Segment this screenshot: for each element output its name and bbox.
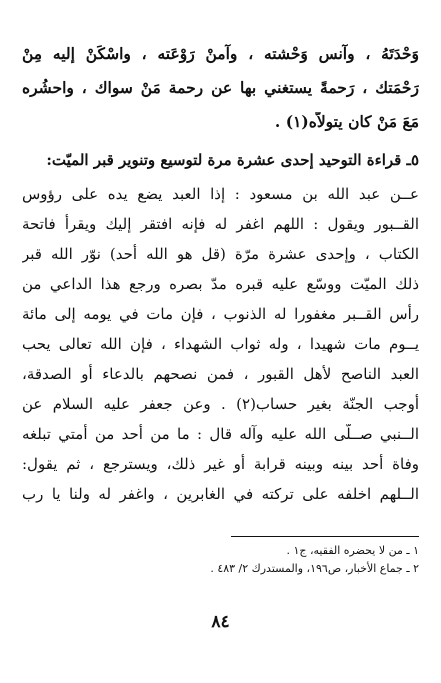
body-line-6: يــوم مات شهيدا ، وله ثواب الشهداء ، فإن الله تعالى يحب (22, 335, 419, 353)
section-heading: ٥ـ قراءة التوحيد إحدى عشرة مرة لتوسيع وتنوير قبر الميّت: (46, 151, 419, 169)
body-line-5: رأس القــبر مغفورا له الذنوب ، فإن مات في يومه إلى مائة (22, 305, 419, 323)
footnote-divider (231, 536, 419, 537)
footnote-1: ١ ـ من لا يحضره الفقيه، ج١ . (286, 544, 419, 557)
body-line-7: العبد الناصح لأهل القبور ، فمن نصحهم بالدعاء أو الصدقة، (22, 365, 419, 383)
body-line-2: القــبور ويقول : اللهم اغفر له فإنه افتقر إليك ويقرأ فاتحة (22, 215, 419, 233)
body-line-3: الكتاب ، وإحدى عشرة مرّة (قل هو الله أحد) نوّر الله قبر (22, 245, 419, 263)
intro-line-2: رَحْمَتك ، رَحمةً يستغني بها عن رحمة مَنْ سواك ، واحشُره (22, 78, 419, 97)
intro-line-1: وَحْدَتَهُ ، وآنس وَحْشته ، وآمنْ رَوْعَته ، واسْكَنْ إليه مِنْ (22, 44, 419, 63)
body-line-8: أوجب الجنّة بغير حساب(٢) . وعن جعفر عليه السلام عن (22, 395, 419, 413)
body-line-9: الــنبي صــلّى الله عليه وآله قال : ما من أحد من أمتي تبلغه (22, 425, 419, 443)
page-number: ٨٤ (211, 612, 230, 632)
body-line-4: ذلك الميّت ووسّع عليه قبره مدّ بصره ورجع هذا الداعي من (22, 275, 419, 293)
intro-line-3: مَعَ مَنْ كان يتولاّه(١) . (274, 112, 419, 131)
body-line-1: عــن عبد الله بن مسعود : إذا العبد يضع يده على رؤوس (22, 185, 419, 203)
body-line-10: وفاة أحد بينه وبينه قرابة أو غير ذلك، ويسترجع ، ثم يقول: (22, 455, 419, 473)
body-line-11: الــلهم اخلفه على تركته في الغابرين ، واغفر له ولنا يا رب (22, 485, 419, 503)
footnote-2: ٢ ـ جماع الأخبار، ص١٩٦، والمستدرك ٢/ ٤٨٣ . (210, 562, 419, 575)
